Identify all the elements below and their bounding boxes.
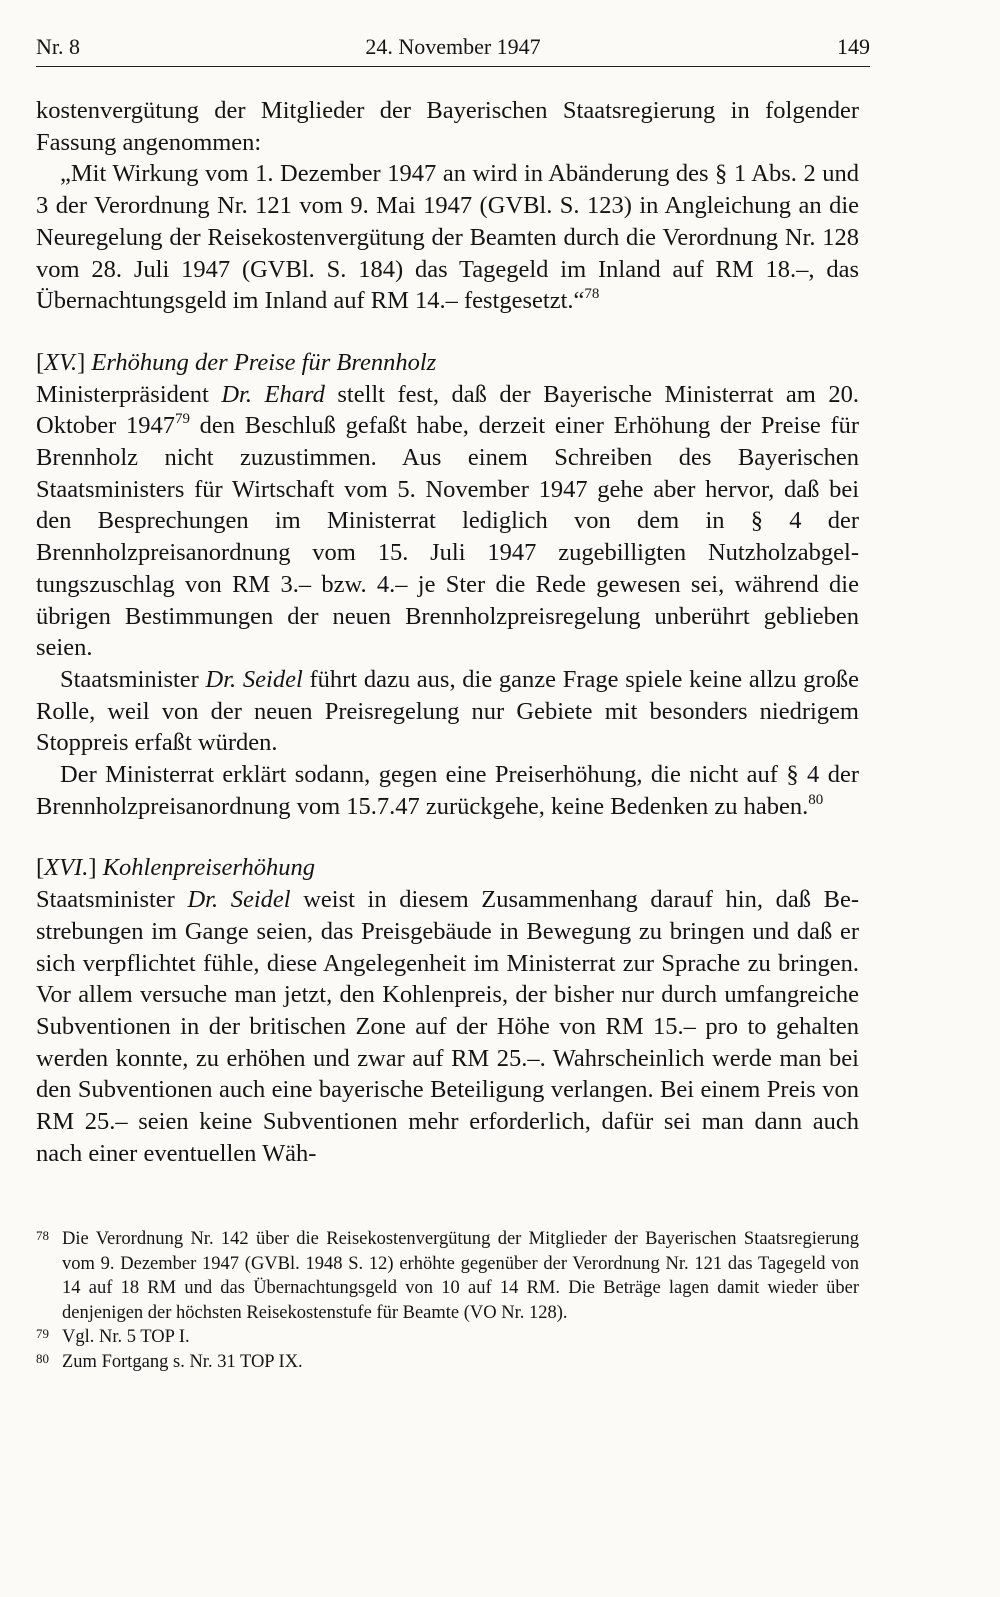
footnote-mark: 78	[36, 1228, 49, 1243]
section-title: Kohlenpreiserhöhung	[102, 854, 316, 882]
footnote-text: Die Verordnung Nr. 142 über die Reisekostenvergütung der Mitglieder der Bayerischen Staatsregierung vom 9. Dezember 1947 (GVBl. 1948 S. 12) erhöhte gegenüber der Verordnung Nr. 121 das Tagegeld von 14 auf 18 RM und das Übernachtungsgeld von 10 auf 14 RM. Die Beträge lagen damit wieder über denjenigen der höchsten Reisekostenstufe für Beamte (VO Nr. 128).	[62, 1229, 859, 1323]
person-name: Dr. Seidel	[205, 665, 303, 693]
paragraph	[36, 379, 859, 664]
paragraph	[36, 759, 859, 822]
footnote	[36, 1325, 859, 1350]
bracket: ]	[77, 348, 86, 376]
text: Ministerpräsident	[36, 380, 222, 408]
person-name: Dr. Ehard	[221, 380, 325, 408]
text: stellt fest, daß der Bayerische Ministerrat am 20. Oktober 1947	[36, 380, 859, 440]
paragraph	[36, 884, 859, 1169]
footnote-text: Vgl. Nr. 5 TOP I.	[62, 1327, 190, 1347]
body-text	[36, 95, 859, 1170]
footnote-ref: 78	[584, 286, 600, 303]
running-header	[36, 34, 870, 67]
section-title: Erhöhung der Preise für Brennholz	[91, 348, 437, 376]
text: den Beschluß gefaßt habe, derzeit einer Erhöhung der Preise für Brennholz nicht zuzustimmen. Aus einem Schreiben des Bayerischen Staatsministers für Wirtschaft vom 5. November 1947 gehe aber hervor, daß bei den Besprechungen im Ministerrat lediglich von dem in § 4 der Brennholzpreisanordnung vom 15. Juli 1947 zugebilligten Nutzholzabgeltungszuschlag von RM 3.– bzw. 4.– je Ster die Rede gewesen sei, während die übrigen Bestimmungen der neuen Brennholzpreisregelung unberührt geblieben seien.	[36, 412, 859, 662]
section-number: XV.	[44, 348, 78, 376]
person-name: Dr. Seidel	[187, 886, 291, 914]
quote-text: „Mit Wirkung vom 1. Dezember 1947 an wird in Abänderung des § 1 Abs. 2 und 3 der Verordnung Nr. 121 vom 9. Mai 1947 (GVBl. S. 123) in Angleichung an die Neuregelung der Reisekostenvergütung der Beamten durch die Verordnung Nr. 128 vom 28. Juli 1947 (GVBl. S. 184) das Tagegeld im Inland auf RM 18.–, das Übernachtungsgeld im Inland auf RM 14.– festgesetzt.“	[36, 160, 859, 315]
header-issue-number: Nr. 8	[36, 34, 80, 59]
section-heading-xv	[36, 347, 859, 379]
footnote-mark: 79	[36, 1326, 49, 1341]
bracket: [	[36, 348, 45, 376]
footnote-mark: 80	[36, 1350, 49, 1366]
footnote-text: Zum Fortgang s. Nr. 31 TOP IX.	[62, 1351, 303, 1372]
footnote	[36, 1227, 859, 1325]
section-heading-xvi	[36, 852, 859, 884]
text: führt dazu aus, die ganze Frage spiele keine allzu große Rolle, weil von der neuen Preisregelung nur Gebiete mit besonders niedrigem Stoppreis erfaßt würden.	[36, 665, 860, 757]
header-date: 24. November 1947	[365, 34, 541, 59]
text: weist in diesem Zusammenhang darauf hin, daß Bestrebungen im Gange seien, das Preisgebäude in Bewegung zu bringen und daß er sich verpflichtet fühle, diese Angelegenheit im Ministerrat zur Sprache zu bringen. Vor allem versuche man jetzt, den Kohlenpreis, der bisher nur durch umfangreiche Subventionen in der britischen Zone auf der Höhe von RM 15.– pro to gehalten werden konnte, zu erhöhen und zwar auf RM 25.–. Wahrscheinlich werde man bei den Subventionen auch eine bayerische Beteiligung verlangen. Bei einem Preis von RM 25.– seien keine Subventionen mehr erforderlich, dafür sei man dann auch nach einer eventuellen Wäh-	[36, 886, 859, 1167]
footnote-ref: 80	[808, 791, 824, 808]
page-number: 149	[837, 34, 870, 59]
bracket: [	[36, 854, 45, 882]
text: Staatsminister	[60, 665, 206, 693]
footnotes	[36, 1227, 859, 1374]
text: Staatsminister	[36, 886, 188, 914]
paragraph: kostenvergütung der Mitglieder der Bayerischen Staatsregierung in folgender Fassung angenommen:	[36, 97, 859, 156]
footnote-ref: 79	[174, 411, 190, 428]
section-number: XVI.	[44, 854, 89, 882]
text: Der Ministerrat erklärt sodann, gegen eine Preiserhöhung, die nicht auf § 4 der Brennholzpreisanordnung vom 15.7.47 zurückgehe, keine Bedenken zu haben.	[36, 761, 859, 820]
paragraph	[36, 664, 859, 759]
footnote	[36, 1350, 859, 1375]
bracket: ]	[88, 854, 97, 882]
quoted-paragraph	[36, 158, 859, 317]
